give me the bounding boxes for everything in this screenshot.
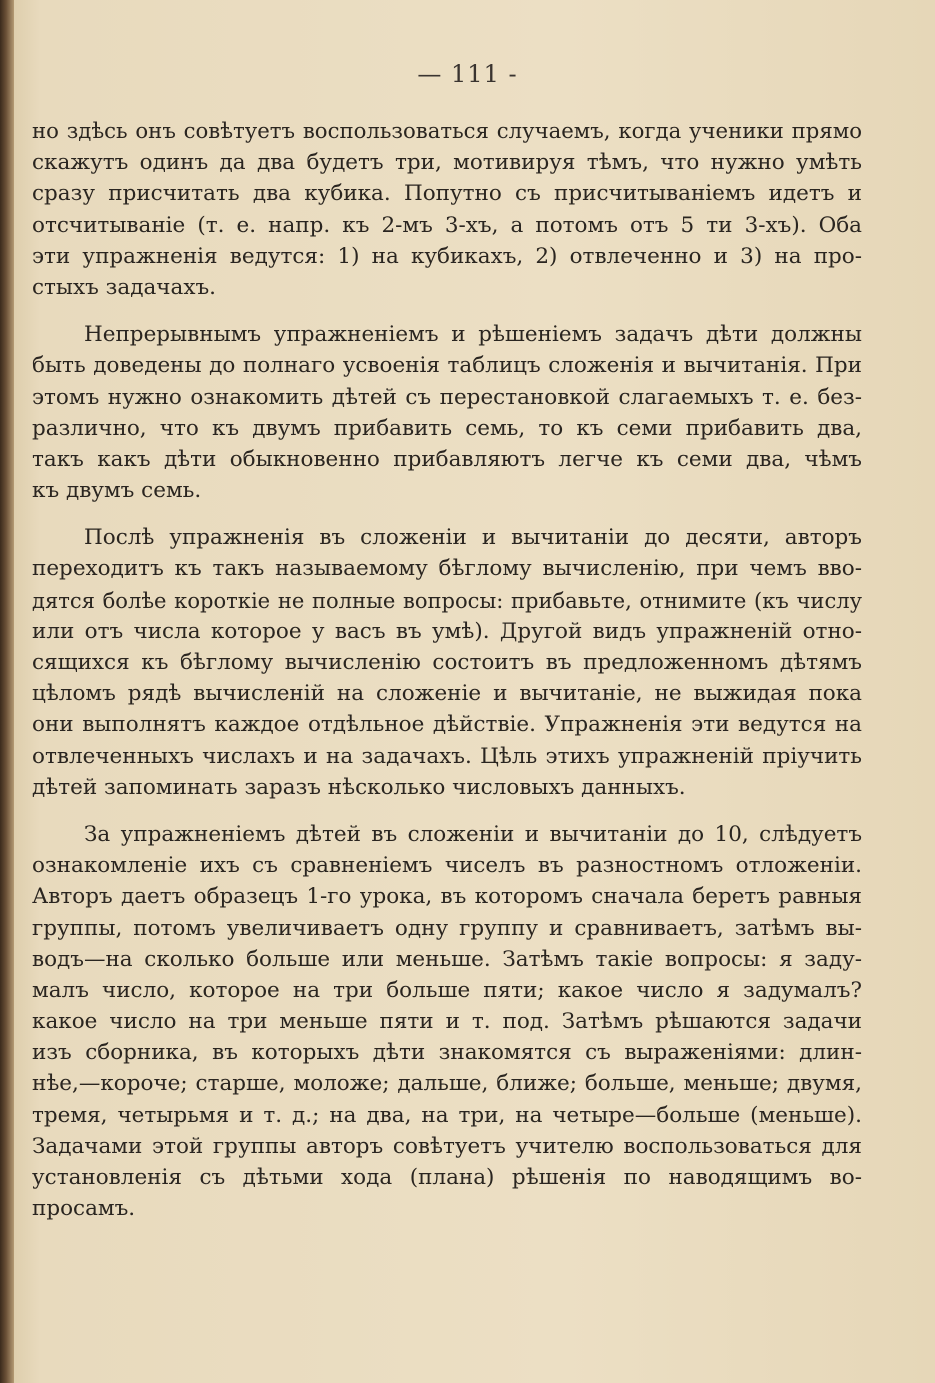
text-line: цѣломъ рядѣ вычисленій на сложеніе и вычитаніе, не выжидая пока — [32, 681, 862, 707]
text-line: тремя, четырьмя и т. д.; на два, на три, на четыре—больше (меньше). — [32, 1102, 862, 1128]
text-line: водъ—на сколько больше или меньше. Затѣмъ такіе вопросы: я заду- — [32, 946, 862, 972]
text-line: эти упражненія ведутся: 1) на кубикахъ, 2) отвлеченно и 3) на про- — [32, 243, 862, 269]
paragraph-2 — [32, 319, 862, 506]
text-line: быть доведены до полнаго усвоенія таблицъ сложенія и вычитанія. При — [32, 353, 862, 379]
body-text — [32, 116, 862, 1240]
text-line: изъ сборника, въ которыхъ дѣти знакомятся съ выраженіями: длин- — [32, 1040, 862, 1066]
text-line: они выполнятъ каждое отдѣльное дѣйствіе. Упражненія эти ведутся на — [32, 712, 862, 738]
text-line: За упражненіемъ дѣтей въ сложеніи и вычитаніи до 10, слѣдуетъ — [84, 821, 862, 847]
paragraph-1 — [32, 116, 862, 303]
text-line: малъ число, которое на три больше пяти; какое число я задумалъ? — [32, 977, 862, 1003]
text-line: Авторъ даетъ образецъ 1-го урока, въ которомъ сначала беретъ равныя — [32, 884, 862, 910]
text-line: отсчитываніе (т. е. напр. къ 2-мъ 3-хъ, а потомъ отъ 5 ти 3-хъ). Оба — [32, 212, 862, 238]
text-line: группы, потомъ увеличиваетъ одну группу и сравниваетъ, затѣмъ вы- — [32, 915, 862, 941]
text-line: къ двумъ семь. — [32, 478, 202, 504]
text-line: Задачами этой группы авторъ совѣтуетъ учителю воспользоваться для — [32, 1133, 862, 1159]
text-line: стыхъ задачахъ. — [32, 274, 216, 300]
text-line: дѣтей запоминать заразъ нѣсколько числовыхъ данныхъ. — [32, 774, 686, 800]
paragraph-4 — [32, 819, 862, 1224]
text-line: но здѣсь онъ совѣтуетъ воспользоваться случаемъ, когда ученики прямо — [32, 119, 862, 144]
text-line: Непрерывнымъ упражненіемъ и рѣшеніемъ задачъ дѣти должны — [84, 322, 862, 348]
text-line: такъ какъ дѣти обыкновенно прибавляютъ легче къ семи два, чѣмъ — [32, 446, 862, 472]
text-line: Послѣ упражненія въ сложеніи и вычитаніи до десяти, авторъ — [84, 525, 862, 551]
text-line: дятся болѣе короткіе не полные вопросы: прибавьте, отнимите (къ числу — [32, 587, 862, 613]
page-number: — 111 - — [417, 60, 518, 88]
text-line: сразу присчитать два кубика. Попутно съ присчитываніемъ идетъ и — [32, 181, 862, 207]
text-line: переходитъ къ такъ называемому бѣглому вычисленію, при чемъ вво- — [32, 556, 862, 582]
text-line: ознакомленіе ихъ съ сравненіемъ чиселъ въ разностномъ отложеніи. — [32, 853, 862, 879]
text-line: различно, что къ двумъ прибавить семь, то къ семи прибавить два, — [32, 415, 862, 441]
text-line: сящихся къ бѣглому вычисленію состоитъ въ предложенномъ дѣтямъ — [32, 650, 862, 675]
text-line: нѣе,—короче; старше, моложе; дальше, ближе; больше, меньше; двумя, — [32, 1071, 862, 1097]
book-spine-edge — [0, 0, 14, 1383]
text-line: какое число на три меньше пяти и т. под. Затѣмъ рѣшаются задачи — [32, 1009, 862, 1035]
text-line: просамъ. — [32, 1196, 136, 1222]
text-line: этомъ нужно ознакомить дѣтей съ перестановкой слагаемыхъ т. е. без- — [32, 384, 862, 410]
paragraph-3 — [32, 522, 862, 803]
text-line: или отъ числа которое у васъ въ умѣ). Другой видъ упражненій отно- — [32, 618, 862, 644]
text-line: отвлеченныхъ числахъ и на задачахъ. Цѣль этихъ упражненій пріучить — [32, 743, 862, 769]
text-line: скажутъ одинъ да два будетъ три, мотивируя тѣмъ, что нужно умѣть — [32, 150, 862, 176]
text-line: установленія съ дѣтьми хода (плана) рѣшенія по наводящимъ во- — [32, 1165, 862, 1190]
